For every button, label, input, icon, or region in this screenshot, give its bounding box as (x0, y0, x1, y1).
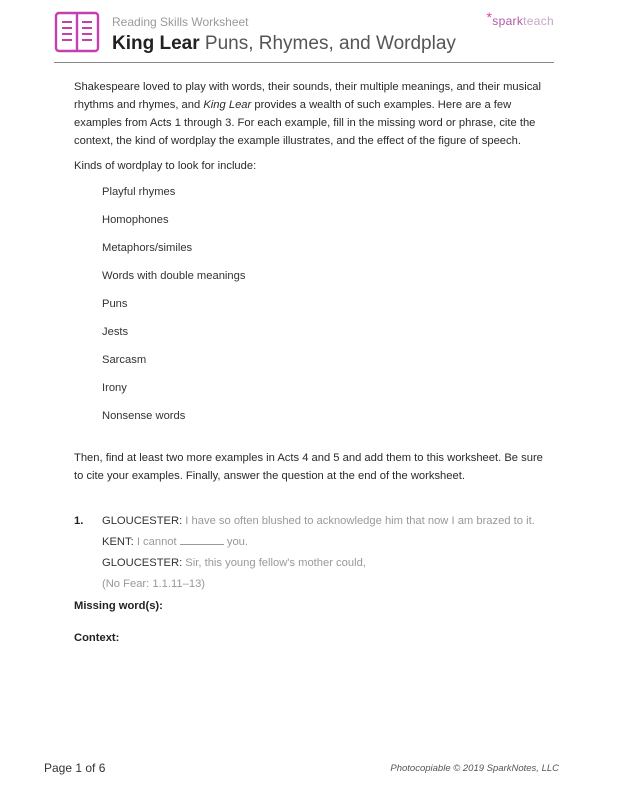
intro-paragraph (74, 78, 544, 150)
speaker-gloucester: GLOUCESTER: (102, 515, 183, 527)
speaker-kent: KENT: (102, 536, 134, 548)
intro-title-italic: King Lear (203, 99, 252, 111)
missing-words-label: Missing word(s): (74, 600, 163, 612)
line-text: Sir, this young fellow's mother could, (182, 557, 366, 569)
list-item: Homophones (102, 214, 169, 226)
book-icon (54, 11, 100, 53)
worksheet-subtitle: Reading Skills Worksheet (112, 15, 249, 29)
example-line-1 (102, 512, 544, 530)
example-line-2 (102, 533, 544, 551)
example-line-3 (102, 554, 544, 572)
list-item: Nonsense words (102, 410, 186, 422)
speaker-gloucester: GLOUCESTER: (102, 557, 183, 569)
intro-text-1: Shakespeare loved to play with words, their sounds, their multiple meanings, and their musical rhythms and rhymes, and (74, 81, 542, 111)
missing-word-blank[interactable] (180, 533, 224, 545)
logo-spark: spark (492, 14, 524, 28)
list-item: Metaphors/similes (102, 242, 193, 254)
title-work: King Lear (112, 33, 200, 54)
kinds-heading: Kinds of wordplay to look for include: (74, 160, 257, 172)
copyright-notice: Photocopiable © 2019 SparkNotes, LLC (390, 763, 559, 774)
line-text: I have so often blushed to acknowledge him that now I am brazed to it. (182, 515, 535, 527)
list-item: Jests (102, 326, 129, 338)
list-item: Irony (102, 382, 127, 394)
wordplay-list (74, 183, 544, 435)
list-item: Puns (102, 298, 128, 310)
worksheet-body (74, 78, 544, 657)
page-number: Page 1 of 6 (44, 761, 106, 775)
list-item: Sarcasm (102, 354, 147, 366)
line-text-after-blank: you. (223, 536, 249, 548)
example-number: 1. (74, 515, 84, 527)
page-title (112, 33, 456, 55)
example-source: (No Fear: 1.1.11–13) (102, 578, 206, 590)
line-text-before-blank: I cannot (133, 536, 180, 548)
context-label: Context: (74, 632, 120, 644)
instructions-paragraph: Then, find at least two more examples in Acts 4 and 5 and add them to this worksheet. Be sure to cite your examples. Finally, answer the question at the end of the worksheet. (74, 452, 543, 482)
list-item: Words with double meanings (102, 270, 246, 282)
sparkteach-logo (486, 9, 554, 28)
logo-teach: teach (523, 14, 554, 28)
intro-text-2: provides a wealth of such examples. Here are a few examples from Acts 1 through 3. For each example, fill in the missing word or phrase, cite the context, the kind of wordplay the example illustrates, and the effect of the figure of speech. (74, 99, 536, 147)
title-topic: Puns, Rhymes, and Wordplay (204, 33, 456, 54)
header-divider (54, 62, 554, 63)
logo-star: * (486, 9, 493, 25)
example-1 (74, 512, 544, 593)
list-item: Playful rhymes (102, 186, 176, 198)
